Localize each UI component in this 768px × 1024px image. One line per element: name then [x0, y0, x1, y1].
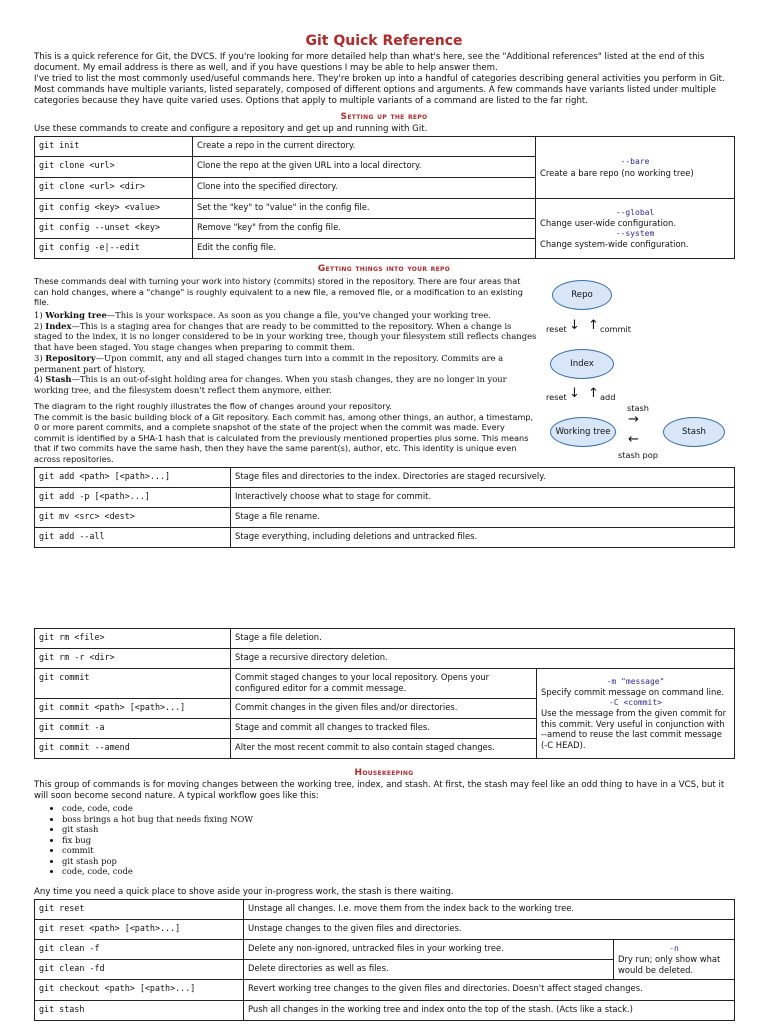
item-text: —This is your workspace. As soon as you change a file, you've changed your working tree. — [106, 310, 491, 320]
command-cell: git stash — [35, 1001, 244, 1021]
arrow-right-icon: → — [628, 412, 639, 427]
option-cell-dry-run — [614, 940, 735, 980]
option-desc: Change system-wide configuration. — [540, 239, 689, 249]
description-cell: Unstage all changes. I.e. move them from the index back to the working tree. — [244, 900, 735, 920]
description-cell: Interactively choose what to stage for commit. — [231, 488, 735, 508]
description-cell: Stage everything, including deletions and untracked files. — [231, 528, 735, 548]
section-heading-setup: Setting up the repo — [340, 112, 428, 122]
command-cell: git config --unset <key> — [35, 219, 193, 239]
table-row — [35, 900, 735, 920]
option-key: --global — [615, 207, 655, 217]
command-cell: git add <path> [<path>...] — [35, 468, 231, 488]
option-cell-scope — [536, 199, 735, 259]
command-cell: git commit <path> [<path>...] — [35, 699, 231, 719]
section-heading-getting: Getting things into your repo — [317, 264, 451, 274]
list-item — [34, 321, 537, 353]
table-row — [35, 528, 735, 548]
table-row — [35, 980, 735, 1001]
setup-table — [34, 136, 735, 259]
description-cell: Set the "key" to "value" in the config file. — [193, 199, 536, 219]
description-cell: Delete any non-ignored, untracked files in your working tree. — [244, 940, 614, 960]
description-cell: Delete directories as well as files. — [244, 960, 614, 980]
areas-list — [34, 310, 537, 396]
command-cell: git checkout <path> [<path>...] — [35, 980, 244, 1001]
option-desc: Create a bare repo (no working tree) — [540, 167, 694, 178]
description-cell: Commit changes in the given files and/or directories. — [231, 699, 537, 719]
node-index: Index — [550, 349, 614, 379]
getting-intro: These commands deal with turning your work into history (commits) stored in the repository. There are four areas that can hold changes, where a "change" is roughly equivalent to a new file, a removed file, or a modification to an existing file. — [34, 276, 523, 308]
description-cell: Commit staged changes to your local repository. Opens your configured editor for a commit message. — [231, 669, 537, 699]
label-reset-index: reset — [546, 392, 567, 402]
description-cell: Unstage changes to the given files and directories. — [244, 920, 735, 940]
label-commit: commit — [600, 324, 631, 334]
intro-text-2: I've tried to list the most commonly used/useful commands here. They're broken up into a handful of categories describing general activities you perform in Git. Most commands have multiple variants, listed separately, composed of different options and arguments. A few commands have variants listed under multiple categories because they have quite varied uses. Options that apply to multiple variants of a command are listed to the far right. — [34, 74, 725, 106]
command-cell: git add --all — [35, 528, 231, 548]
table-row — [35, 629, 735, 649]
option-desc: Change user-wide configuration. — [540, 218, 677, 228]
arrow-up-icon: ↑ — [588, 318, 599, 333]
command-cell: git clone <url> <dir> — [35, 178, 193, 199]
description-cell: Push all changes in the working tree and index onto the top of the stash. (Acts like a stack.) — [244, 1001, 735, 1021]
list-item: • code, code, code — [62, 866, 334, 877]
item-number: 2) — [34, 320, 43, 331]
arrow-left-icon: ← — [628, 432, 639, 447]
arrow-down-icon: ↓ — [569, 386, 580, 401]
table-row — [35, 137, 735, 157]
intro-text-1: This is a quick reference for Git, the DVCS. If you're looking for more detailed help than what's here, see the "Additional references" listed at the end of this document. My email address is there as well, and if you have questions I may be able to help answer them. — [34, 52, 705, 73]
node-working-tree: Working tree — [550, 417, 616, 447]
label-stash-pop: stash pop — [618, 450, 658, 460]
command-cell: git clean -f — [35, 940, 244, 960]
command-cell: git config -e|--edit — [35, 239, 193, 259]
command-cell: git mv <src> <dest> — [35, 508, 231, 528]
label-add: add — [600, 392, 616, 402]
description-cell: Stage and commit all changes to tracked files. — [231, 719, 537, 739]
getting-body — [34, 401, 537, 465]
command-cell: git reset — [35, 900, 244, 920]
option-key: --bare — [620, 157, 650, 166]
list-item — [34, 353, 537, 374]
housekeeping-intro: This group of commands is for moving changes between the working tree, index, and stash. At first, the stash may feel like an odd thing to have in a VCS, but it will soon become second nature. A typical workflow goes like this: — [34, 780, 725, 801]
section-heading-housekeeping: Housekeeping — [354, 768, 414, 778]
option-key: -C <commit> — [609, 697, 662, 707]
arrow-up-icon: ↑ — [588, 386, 599, 401]
list-item — [34, 310, 537, 321]
arrow-down-icon: ↓ — [569, 318, 580, 333]
description-cell: Stage a recursive directory deletion. — [231, 649, 735, 669]
description-cell: Clone into the specified directory. — [193, 178, 536, 199]
command-cell: git rm <file> — [35, 629, 231, 649]
table-row — [35, 649, 735, 669]
description-cell: Stage files and directories to the index. Directories are staged recursively. — [231, 468, 735, 488]
command-cell: git add -p [<path>...] — [35, 488, 231, 508]
command-cell: git init — [35, 137, 193, 157]
command-cell: git reset <path> [<path>...] — [35, 920, 244, 940]
item-term: Repository — [45, 352, 96, 363]
remove-commit-table — [34, 628, 735, 759]
description-cell: Stage a file rename. — [231, 508, 735, 528]
option-desc: Specify commit message on command line. — [541, 687, 725, 698]
list-item: • git stash pop — [62, 856, 334, 867]
description-cell: Alter the most recent commit to also contain staged changes. — [231, 739, 537, 759]
command-cell: git rm -r <dir> — [35, 649, 231, 669]
option-key: -n — [669, 943, 679, 953]
label-reset-repo: reset — [546, 324, 567, 334]
add-table — [34, 467, 735, 548]
setup-lead: Use these commands to create and configure a repository and get up and running with Git. — [34, 124, 428, 134]
option-cell-commit — [537, 669, 735, 759]
item-term: Stash — [45, 374, 72, 385]
table-row — [35, 468, 735, 488]
list-item: • commit — [62, 845, 334, 856]
item-text: —Upon commit, any and all staged changes turn into a commit in the repository. Commits are a permanent part of history. — [34, 352, 504, 374]
description-cell: Remove "key" from the config file. — [193, 219, 536, 239]
command-cell: git commit --amend — [35, 739, 231, 759]
label-stash: stash — [627, 403, 649, 413]
item-text: —This is an out-of-sight holding area for changes. When you stash changes, they are no longer in your working tree, and the filesystem doesn't reflect them anymore, either. — [34, 374, 507, 395]
table-row — [35, 508, 735, 528]
table-row — [35, 1001, 735, 1021]
item-term: Index — [45, 320, 72, 331]
node-stash: Stash — [663, 417, 725, 447]
list-item: • code, code, code — [62, 803, 334, 814]
item-number: 3) — [34, 352, 43, 363]
table-row — [35, 940, 735, 960]
command-cell: git clone <url> — [35, 157, 193, 178]
command-cell: git config <key> <value> — [35, 199, 193, 219]
table-row — [35, 488, 735, 508]
description-cell: Revert working tree changes to the given files and directories. Doesn't affect staged changes. — [244, 980, 735, 1001]
item-text: —This is a staging area for changes that are ready to be committed to the repository. When a change is staged to the index, it is no longer considered to be in your working tree, though your filesystem still reflects changes that have been staged. You stage changes when preparing to commit them. — [34, 320, 537, 353]
item-number: 1) — [34, 310, 43, 320]
list-item: • boss brings a hot bug that needs fixing NOW — [62, 814, 334, 825]
intro-paragraph — [34, 52, 734, 107]
list-item: • fix bug — [62, 835, 334, 846]
command-cell: git clean -fd — [35, 960, 244, 980]
node-repo: Repo — [552, 280, 612, 310]
option-key: --system — [615, 228, 655, 238]
housekeeping-table — [34, 899, 735, 1021]
description-cell: Clone the repo at the given URL into a local directory. — [193, 157, 536, 178]
commit-explanation: The commit is the basic building block of a Git repository. Each commit has, among other things, an author, a timestamp, 0 or more parent commits, and a complete snapshot of the state of the project when the commit was made. Every commit is identified by a SHA-1 hash that is calculated from the previously mentioned properties plus some. This means that if two commits have the same hash, then they have the same parent(s), author, etc. This identity is unique even across repositories. — [34, 411, 534, 464]
option-cell-bare — [536, 137, 735, 199]
diagram-note: The diagram to the right roughly illustrates the flow of changes around your repository. — [34, 401, 392, 411]
command-cell: git commit — [35, 669, 231, 699]
list-item: • git stash — [62, 824, 334, 835]
table-row — [35, 669, 735, 699]
page-title: Git Quick Reference — [305, 33, 463, 49]
table-row — [35, 199, 735, 219]
option-key: -m "message" — [606, 676, 665, 686]
description-cell: Edit the config file. — [193, 239, 536, 259]
option-desc: Use the message from the given commit for this commit. Very useful in conjunction with --amend to reuse the last commit message (-C HEAD). — [541, 708, 727, 750]
description-cell: Create a repo in the current directory. — [193, 137, 536, 157]
housekeeping-outro: Any time you need a quick place to shove aside your in-progress work, the stash is there waiting. — [34, 887, 454, 897]
description-cell: Stage a file deletion. — [231, 629, 735, 649]
table-row — [35, 920, 735, 940]
item-number: 4) — [34, 374, 43, 385]
option-desc: Dry run; only show what would be deleted. — [618, 954, 721, 975]
workflow-list — [34, 803, 334, 877]
command-cell: git commit -a — [35, 719, 231, 739]
list-item — [34, 374, 537, 395]
item-term: Working tree — [45, 310, 107, 320]
